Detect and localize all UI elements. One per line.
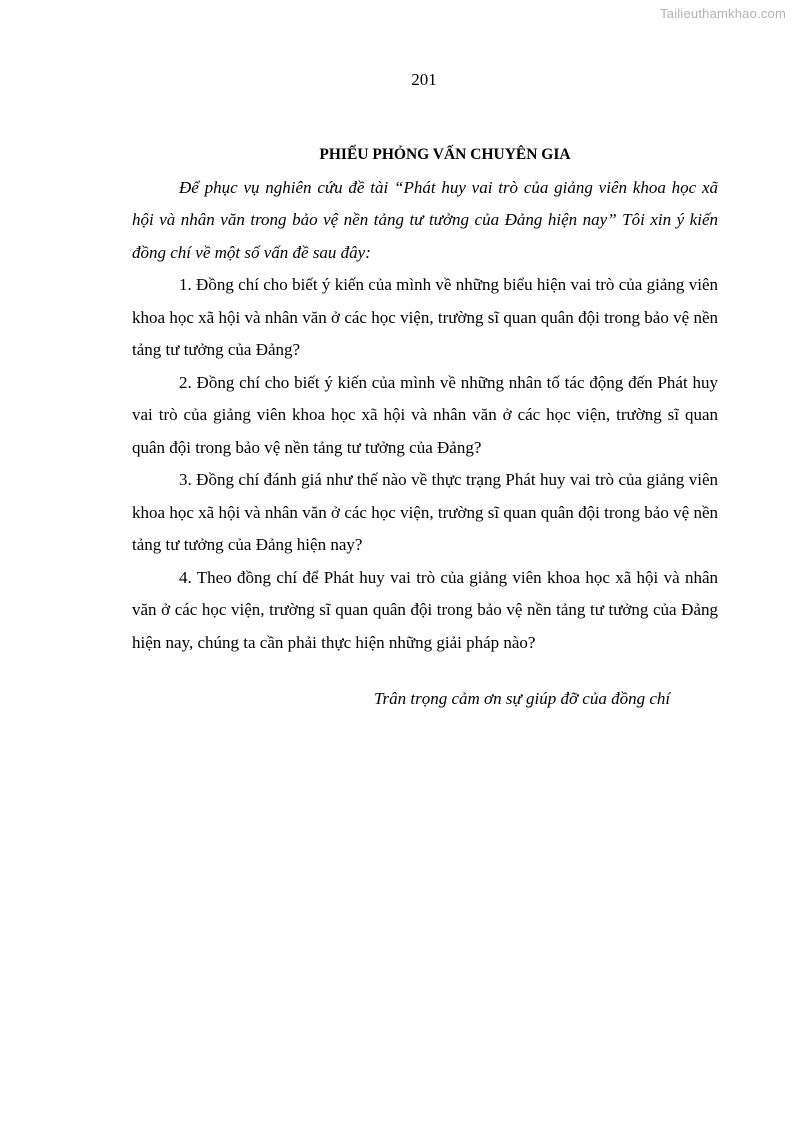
question-3: 3. Đồng chí đánh giá như thế nào về thực trạng Phát huy vai trò của giảng viên khoa học xã hội và nhân văn ở các học viện, trường sĩ quan quân đội trong bảo vệ nền tảng tư tưởng của Đảng hiện nay? xyxy=(132,470,718,554)
closing-line: Trân trọng cảm ơn sự giúp đỡ của đồng chí xyxy=(374,689,671,708)
intro-paragraph: Để phục vụ nghiên cứu đề tài “Phát huy vai trò của giảng viên khoa học xã hội và nhân văn trong bảo vệ nền tảng tư tưởng của Đảng hiện nay” Tôi xin ý kiến đồng chí về một số vấn đề sau đây: xyxy=(132,177,718,262)
watermark-text: Tailieuthamkhao.com xyxy=(660,6,786,21)
document-title: PHIẾU PHỎNG VẤN CHUYÊN GIA xyxy=(319,146,571,163)
document-body xyxy=(132,139,718,659)
question-4: 4. Theo đồng chí để Phát huy vai trò của giảng viên khoa học xã hội và nhân văn ở các học viện, trường sĩ quan quân đội trong bảo vệ nền tảng tư tưởng của Đảng hiện nay, chúng ta cần phải thực hiện những giải pháp nào? xyxy=(132,567,718,652)
question-2: 2. Đồng chí cho biết ý kiến của mình về những nhân tố tác động đến Phát huy vai trò của giảng viên khoa học xã hội và nhân văn ở các học viện, trường sĩ quan quân đội trong bảo vệ nền tảng tư tưởng của Đảng? xyxy=(132,372,718,457)
page-number: 201 xyxy=(411,70,437,89)
question-1: 1. Đồng chí cho biết ý kiến của mình về những biểu hiện vai trò của giảng viên khoa học xã hội và nhân văn ở các học viện, trường sĩ quan quân đội trong bảo vệ nền tảng tư tưởng của Đảng? xyxy=(132,275,718,359)
